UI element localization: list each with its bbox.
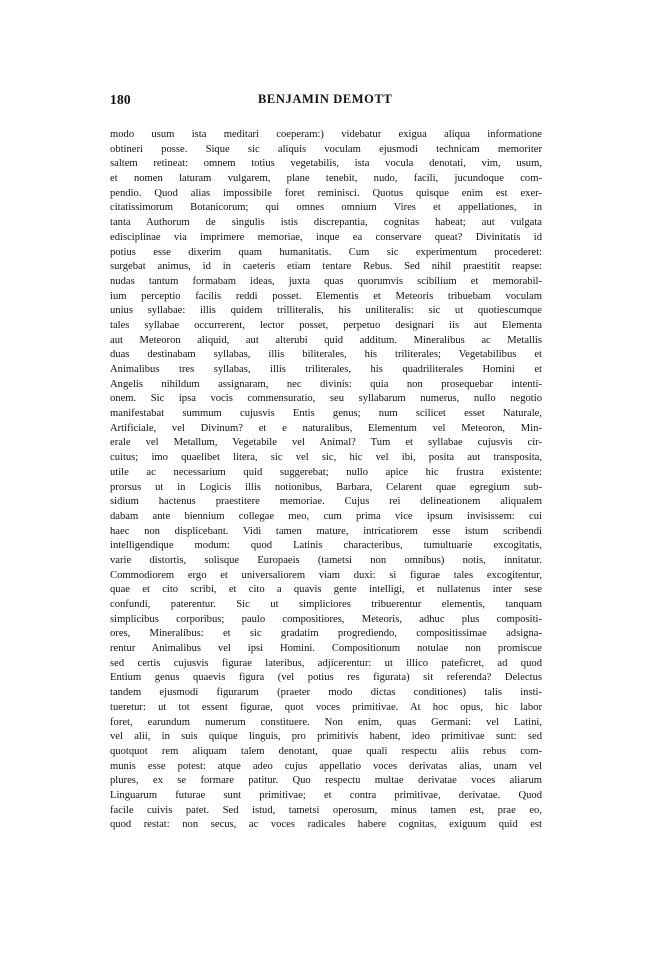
text-line: modo usum ista meditari coeperam:) videbatur exigua aliqua informatione — [110, 129, 542, 140]
body-text — [110, 128, 542, 833]
text-line: onem. Sic ipsa vocis commensuratio, seu syllabarum numerus, nullo negotio — [110, 393, 542, 405]
text-line: Artificiale, vel Divinum? et e naturalibus, Elementum vel Meteoron, Min- — [110, 422, 542, 434]
text-line: haec non displicebant. Vidi tamen mature, intricatiorem esse istum scribendi — [110, 525, 542, 537]
text-line: tanta Authorum de singulis istis discrepantia, cognitas habeat; aut vulgata — [110, 217, 542, 229]
text-line: duas destinabam syllabas, illis biliterales, his triliterales; Vegetabilibus et — [110, 349, 542, 361]
text-line: Animalibus tres syllabas, illis triliterales, his quadriliterales Homini et — [110, 364, 542, 375]
text-line: unius syllabae: illis quidem trilliteralis, his uniliteralis: sic ut quotiescumque — [110, 305, 542, 317]
text-line: dabam ante biennium collegae meo, cum prima vice ipsum invisissem: cui — [110, 510, 542, 522]
text-line: citatissimorum Botanicorum; qui omnes omnium Vires et appellationes, in — [110, 202, 542, 214]
page-header — [110, 92, 542, 112]
text-line: Linguarum futurae sunt primitivae; et contra primitivae, derivatae. Quod — [110, 789, 542, 801]
text-line: potius esse dixerim quam humanitatis. Cum sic experimentum procederet: — [110, 246, 542, 258]
text-line: sed certis cujusvis figurae lateribus, adjicerentur: ut illico pateficret, ad quod — [110, 657, 542, 669]
text-line: sidium hactenus praestitere memoriae. Cujus rei delineationem aliqualem — [110, 496, 542, 508]
text-line: Commodiorem ergo et universaliorem viam duxi: si figurae tales excogitentur, — [110, 569, 542, 581]
text-line: tales syllabae occurrerent, lector posset, perpetuo designari iis aut Elementa — [110, 319, 542, 331]
page-number: 180 — [110, 92, 131, 107]
text-line: pendio. Quod alias impossibile foret reminisci. Quotus quisque enim est exer- — [110, 187, 542, 199]
text-line: tueretur: ut tot essent figurae, quot voces primitivae. At hoc opus, hic labor — [110, 701, 542, 713]
text-line: foret, earundum numerum constituere. Non enim, quas Germani: vel Latini, — [110, 716, 542, 728]
text-line: rentur Animalibus vel ipsi Homini. Compositionum notulae non promiscue — [110, 643, 542, 655]
text-line: facile cuivis patet. Sed istud, tametsi operosum, minus tamen est, prae eo, — [110, 804, 542, 816]
text-line: munis esse potest: atque adeo cujus appellatio voces derivatas alias, unam vel — [110, 760, 542, 772]
running-head: BENJAMIN DEMOTT — [258, 92, 393, 106]
text-line: surgebat animus, id in caeteris etiam tentare Rebus. Sed nihil praestitit reapse: — [110, 261, 542, 273]
text-line: ium perceptio facilis reddi posset. Elementis et Meteoris tribuebam voculam — [110, 290, 542, 302]
text-line: quod restat: non secus, ac voces radicales habere cognitas, exiguum quid est — [110, 819, 542, 831]
text-line: varie distortis, solisque Europaeis (tametsi non omnibus) notis, innitatur. — [110, 554, 542, 566]
text-line: quae et cito scribi, et cito a quavis gente intelligi, et nullatenus inter sese — [110, 584, 542, 596]
text-line: plures, ex se formare patitur. Quo respectu multae derivatae voces aliarum — [110, 775, 542, 787]
text-line: cuitus; imo quaelibet litera, sic vel sic, hic vel ibi, posita aut transposita, — [110, 452, 542, 464]
text-line: saltem retineat: omnem totius vegetabilis, ista vocula denotati, vim, usum, — [110, 158, 542, 170]
text-line: intelligendique modum: quod Latinis characteribus, tumultuarie excogitatis, — [110, 540, 542, 552]
text-line: obtineri posse. Sique sic aliquis voculam ejusmodi technicam memoriter — [110, 143, 542, 155]
text-line: nudas tantum formabam ideas, juxta quas quorumvis scibilium et memorabil- — [110, 275, 542, 287]
text-line: erale vel Metallum, Vegetabile vel Animal? Tum et syllabae cujusvis cir- — [110, 437, 542, 449]
text-line: Entium genus quaevis figura (vel potius res figurata) sit referenda? Delectus — [110, 672, 542, 684]
text-line: aut Meteoron aliquid, aut alterubi quid additum. Mineralibus ac Metallis — [110, 334, 542, 346]
text-line: tandem ejusmodi figurarum (praeter modo dictas conditiones) talis insti- — [110, 687, 542, 699]
text-line: simplicibus corporibus; paulo compositiores, Meteoris, adhuc plus compositi- — [110, 613, 542, 625]
text-line: ores, Mineralibus: et sic gradatim progrediendo, compositissimae adsigna- — [110, 628, 542, 640]
text-line: vel alii, in suis quique linguis, pro primitivis habent, ideo primitivae sunt: sed — [110, 731, 542, 743]
text-line: manifestabat summum cujusvis Entis genus; num scilicet esset Naturale, — [110, 408, 542, 420]
text-line: et nomen laturam vulgarem, plane tenebit, nudo, facili, jucundoque com- — [110, 173, 542, 185]
text-line: utile ac necessarium quid suggerebat; nullo apice hic frustra existente: — [110, 466, 542, 478]
text-line: confundi, paterentur. Sic ut simpliciores tribuerentur elementis, tanquam — [110, 599, 542, 610]
text-line: Angelis nihildum assignaram, nec divinis: quia non prosequebar intenti- — [110, 378, 542, 390]
text-line: quotquot rem aliquam talem denotant, quae quali respectu aliis rebus com- — [110, 745, 542, 757]
text-line: prorsus ut in Logicis illis notionibus, Barbara, Celarent quae egregium sub- — [110, 481, 542, 493]
text-line: edisciplinae via imprimere memoriae, inque ea conservare queat? Divinitatis id — [110, 231, 542, 243]
